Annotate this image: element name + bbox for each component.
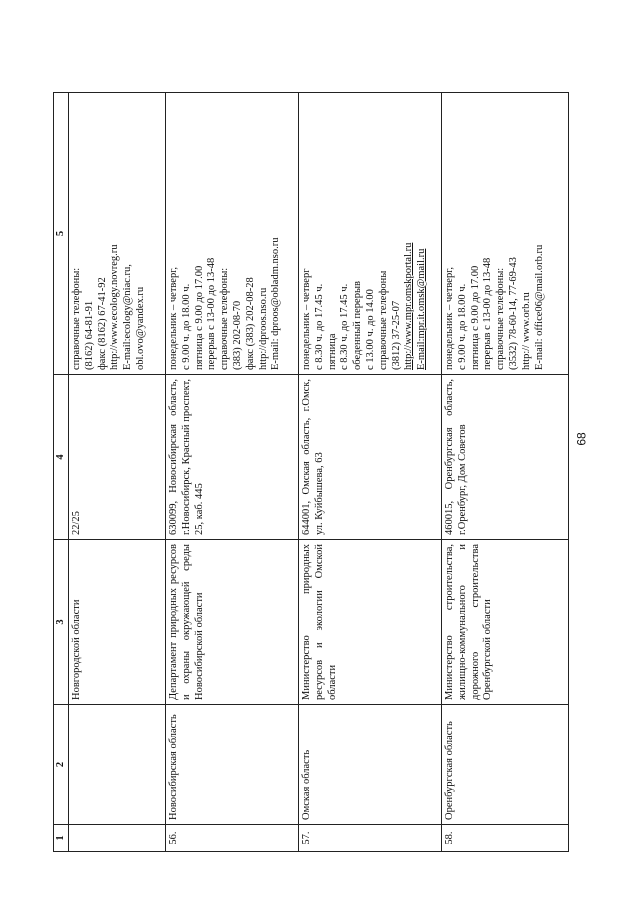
header-col-5: 5: [54, 93, 69, 375]
row-number: [69, 825, 166, 852]
region-name: Оренбургская область: [442, 705, 569, 825]
table-row: [299, 93, 442, 852]
header-col-3: 3: [54, 540, 69, 705]
contact-line: пятница: [326, 333, 338, 370]
email-link[interactable]: E-mail:ecology@niac.ru,: [122, 264, 134, 370]
table-header-row: [54, 93, 69, 852]
organization-name: Новгородской области: [69, 540, 166, 705]
header-col-1: 1: [54, 825, 69, 852]
contact-line: (3812) 37-25-07: [390, 300, 402, 370]
contacts-cell: [166, 93, 299, 375]
contact-line: с 8.30 ч. до 17.45 ч.: [339, 283, 351, 370]
contact-line: факс (8162) 67-41-92: [96, 277, 108, 370]
regions-table: [53, 92, 569, 852]
contact-line: понедельник – четверг,: [168, 267, 179, 370]
page-number: 68: [574, 432, 589, 446]
contact-line: пятница с 9.00 до 17.00: [193, 265, 205, 370]
contact-line: справочные телефоны:: [219, 267, 231, 370]
row-number: 56.: [166, 825, 299, 852]
website-link[interactable]: http://www.ecology.novreg.ru: [109, 244, 121, 370]
organization-name: Министерство природных ресурсов и экологии Омской области: [299, 540, 442, 705]
contact-line: понедельник – четверг,: [444, 267, 455, 370]
header-col-2: 2: [54, 705, 69, 825]
row-number: 57.: [299, 825, 442, 852]
contact-line: факс (383) 202-08-28: [244, 277, 256, 370]
address: 22/25: [69, 375, 166, 540]
address: 630099, Новосибирская область, г.Новосибирск, Красный проспект, 25, каб. 445: [166, 375, 299, 540]
contact-line: с 13.00 ч. до 14.00: [364, 289, 376, 370]
website-link[interactable]: http://www.mpr.omskportal.ru: [403, 242, 415, 370]
contact-line: с 8.30 ч. до 17.45 ч.: [313, 283, 325, 370]
table-row: [69, 93, 166, 852]
contact-line: обеденный перерыв: [352, 281, 364, 370]
contact-line: (383) 202-08-70: [231, 300, 243, 370]
row-number: 58.: [442, 825, 569, 852]
contacts-cell: [442, 93, 569, 375]
contacts-cell: [299, 93, 442, 375]
contact-line: (8162) 64-81-91: [83, 300, 95, 370]
region-name: Новосибирская область: [166, 705, 299, 825]
contacts-cell: [69, 93, 166, 375]
contact-line: справочные телефоны:: [71, 267, 82, 370]
email-link[interactable]: E-mail: dproos@obladm.nso.ru: [270, 237, 282, 370]
table-row: [166, 93, 299, 852]
contact-line: перерыв с 13-00 до 13-48: [206, 257, 218, 370]
rotated-table-block: [53, 92, 555, 852]
header-col-4: 4: [54, 375, 69, 540]
region-name: Омская область: [299, 705, 442, 825]
organization-name: Министерство строительства, жилищно-коммунального и дорожного строительства Оренбургской области: [442, 540, 569, 705]
contact-line: (3532) 78-60-14, 77-69-43: [507, 257, 519, 370]
contact-line: справочные телефоны:: [495, 267, 507, 370]
contact-line: понедельник – четверг: [301, 268, 312, 370]
contact-line: с 9.00 ч. до 18.00 ч.: [180, 283, 192, 370]
email-link[interactable]: obl.ovo@yandex.ru: [134, 286, 146, 370]
region-name: [69, 705, 166, 825]
organization-name: Департамент природных ресурсов и охраны окружающей среды Новосибирской области: [166, 540, 299, 705]
address: 460015, Оренбургская область, г.Оренбург, Дом Советов: [442, 375, 569, 540]
website-link[interactable]: http://dproos.nso.ru: [257, 287, 269, 370]
contact-line: с 9.00 ч. до 18.00 ч.: [456, 283, 468, 370]
contact-line: перерыв с 13-00 до 13-48: [482, 257, 494, 370]
address: 644001, Омская область, г.Омск, ул. Куйбышева, 63: [299, 375, 442, 540]
email-link[interactable]: E-mail: office06@mail.orb.ru: [533, 244, 545, 370]
contact-line: пятница с 9.00 до 17.00: [469, 265, 481, 370]
website-link[interactable]: http:// www.orb.ru: [520, 292, 532, 370]
table-row: [442, 93, 569, 852]
contact-line: справочные телефоны: [377, 270, 389, 370]
email-link[interactable]: E-mail:mpr.it.omsk@mail.ru: [416, 248, 428, 370]
